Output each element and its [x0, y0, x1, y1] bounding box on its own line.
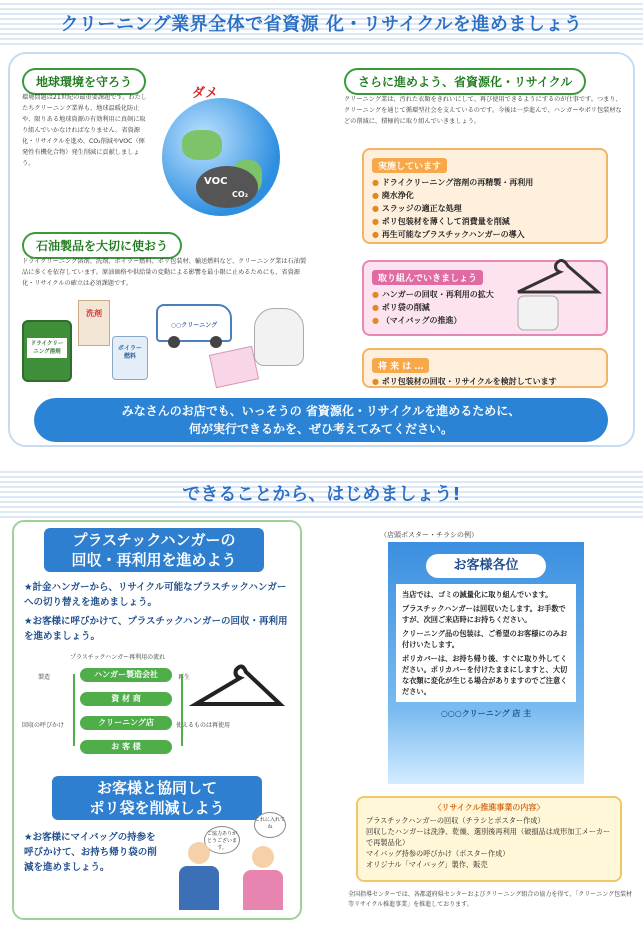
flow-node-maker: ハンガー製造会社 [80, 668, 172, 682]
flow-node-customer: お 客 様 [80, 740, 172, 754]
detergent-box [78, 300, 110, 346]
future-title: 将 来 は … [372, 358, 429, 373]
speech-bubble-staff: ご協力ありがとうございます。 [204, 826, 240, 854]
flow-label-make: 製造 [38, 674, 51, 681]
detergent-label: 洗剤 [86, 309, 102, 318]
earth-heading: 地球環境を守ろう [22, 68, 146, 95]
advance-text: クリーニング業は、汚れた衣類をきれいにして、再び使用できるようにするのが仕事です。つまり、クリーニングを通じて循環型社会を支えているのです。今後は一歩進んで、ハンガーやポリ包装材などの削減に、積極的に取り組んでいきましょう。 [344, 96, 622, 125]
polybag-heading-line-2: ポリ袋を削減しよう [89, 799, 225, 817]
flow-arrows [70, 666, 190, 758]
hanger-heading-line-2: 回収・再利用を進めよう [71, 551, 237, 569]
staff-figure [176, 842, 222, 912]
implemented-item: ● 再生可能なプラスチックハンガーの導入 [372, 228, 598, 241]
poster [388, 542, 584, 784]
globe-speech: ダメ [192, 86, 219, 101]
flow-title: プラスチックハンガー再利用の流れ [70, 654, 166, 661]
banner-line-2: 何が実行できるかを、ぜひ考えてみてください。 [188, 422, 453, 436]
oil-text: ドライクリーニング溶剤、洗剤、ボイラー燃料、ポリ包装材、輸送燃料など、クリーニング業は石油製品に多くを依存しています。原油価格や供給量の変動による影響を最小限に止めるためにも、省資源化・リサイクルの確立は必須課題です。 [22, 258, 307, 287]
boiler-fuel-can [112, 336, 148, 380]
poster-item: クリーニング品の包装は、ご希望のお客様にのみお付けいたします。 [402, 629, 568, 649]
action-item: ● ポリ袋の削減 [372, 301, 598, 314]
flow-label-call: 回収の呼びかけ [22, 722, 65, 729]
van-label: ○○クリーニング [170, 322, 218, 329]
banner-line-1: みなさんのお店でも、いっそうの 省資源化・リサイクルを進めるために、 [121, 404, 521, 418]
message-banner [34, 398, 608, 442]
implemented-item: ● ポリ包装材を薄くして消費量を削減 [372, 215, 598, 228]
earth-text: 環境問題は21世紀の最重要課題です。わたしたちクリーニング業界も、地球温暖化防止や、限りある地球資源の有効利用に真剣に取り組んでいかなければなりません。省資源化・リサイクルを進め、CO₂削減やVOC（揮発性有機化合物）発生削減に貢献しましょう。 [22, 94, 147, 167]
implemented-item: ● 廃水浄化 [372, 189, 598, 202]
implemented-item: ● ドライクリーニング溶剤の再精製・再利用 [372, 176, 598, 189]
poster-item: プラスチックハンガーは回収いたします。お手数ですが、次回ご来店時にお持ちください。 [402, 604, 566, 624]
co2-label: CO₂ [232, 190, 249, 199]
project-title: 〈リサイクル推進事業の内容〉 [433, 803, 545, 812]
hanger-heading [44, 528, 264, 572]
future-item: ● ポリ包装材の回収・リサイクルを検討しています [372, 375, 598, 388]
flow-node-cleaner: クリーニング店 [80, 716, 172, 730]
action-item-note: ● （マイバッグの推進） [372, 314, 598, 327]
polybag-heading-line-1: お客様と協同して [96, 779, 217, 797]
future-box [362, 348, 608, 388]
project-box [356, 796, 622, 882]
action-title: 取り組んでいきましょう [372, 270, 483, 285]
project-item: オリジナル「マイバッグ」製作、販売 [366, 860, 488, 869]
boiler-label: ボイラー燃料 [117, 345, 142, 360]
customer-figure [240, 846, 286, 912]
page-title: クリーニング業界全体で省資源 化・リサイクルを進めましょう [60, 14, 583, 35]
polybag-bullet: ★お客様にマイバッグの持参を呼びかけて、お持ち帰り袋の削減を進めましょう。 [24, 832, 157, 873]
poly-bag [254, 308, 304, 366]
polybag-heading [52, 776, 262, 820]
globe-illustration [152, 80, 292, 220]
poster-signature: ○○○クリーニング 店 主 [440, 709, 532, 718]
hanger-illustration [508, 252, 608, 332]
hanger-bullet-2: ★お客様に呼びかけて、プラスチックハンガーの回収・再利用を進めましょう。 [24, 616, 288, 642]
hanger-heading-line-1: プラスチックハンガーの [72, 531, 236, 549]
action-item: ● ハンガーの回収・再利用の拡大 [372, 288, 598, 301]
poster-item: 当店では、ゴミの減量化に取り組んでいます。 [402, 590, 553, 599]
flow-label-recycle: 再生 [178, 674, 191, 681]
project-footer: 全国指導センターでは、各都道府県センターおよびクリーニング組合の協力を得て、「クリーニング包装材等リサイクル推進事業」を推進しております。 [348, 891, 633, 908]
implemented-box [362, 148, 608, 244]
hanger-bullet-1: ★計金ハンガーから、リサイクル可能なプラスチックハンガーへの切り替えを進めましょう。 [24, 582, 287, 608]
poster-title: お客様各位 [426, 554, 546, 578]
poster-body [396, 584, 576, 702]
project-item: プラスチックハンガーの回収（チラシとポスター作成） [366, 816, 545, 825]
van-wheel-front [168, 336, 180, 348]
black-hanger-illustration [188, 660, 288, 720]
delivery-van [156, 304, 232, 342]
van-wheel-back [210, 336, 222, 348]
poster-caption: （店頭ポスター・チラシの例） [380, 531, 478, 539]
solvent-can-label: ドライクリーニング溶剤 [27, 338, 67, 358]
flow-label-reuse: 使えるものは再使用 [176, 722, 231, 729]
advance-heading: さらに進めよう、省資源化・リサイクル [344, 68, 586, 95]
project-item: 回収したハンガーは洗浄、乾燥、選別後再利用（破損品は成形加工メーカーで再製品化） [366, 827, 611, 847]
project-item: マイバッグ持参の呼びかけ（ポスター作成） [366, 849, 510, 858]
oil-heading: 石油製品を大切に使おう [22, 232, 182, 259]
solvent-can [22, 320, 72, 382]
poster-item: ポリカバーは、お持ち帰り後、すぐに取り外してください。ポリカバーを付けたままにしますと、大切な衣類に変化が生じる場合がありますのでご注意ください。 [402, 654, 568, 696]
speech-bubble-customer: これに入れてね [254, 812, 286, 838]
implemented-title: 実施しています [372, 158, 447, 173]
section2-title: できることから、はじめましょう! [182, 484, 461, 505]
voc-label: VOC [204, 176, 228, 187]
flow-node-supplier: 資 材 商 [80, 692, 172, 706]
implemented-item: ● スラッジの適正な処理 [372, 202, 598, 215]
